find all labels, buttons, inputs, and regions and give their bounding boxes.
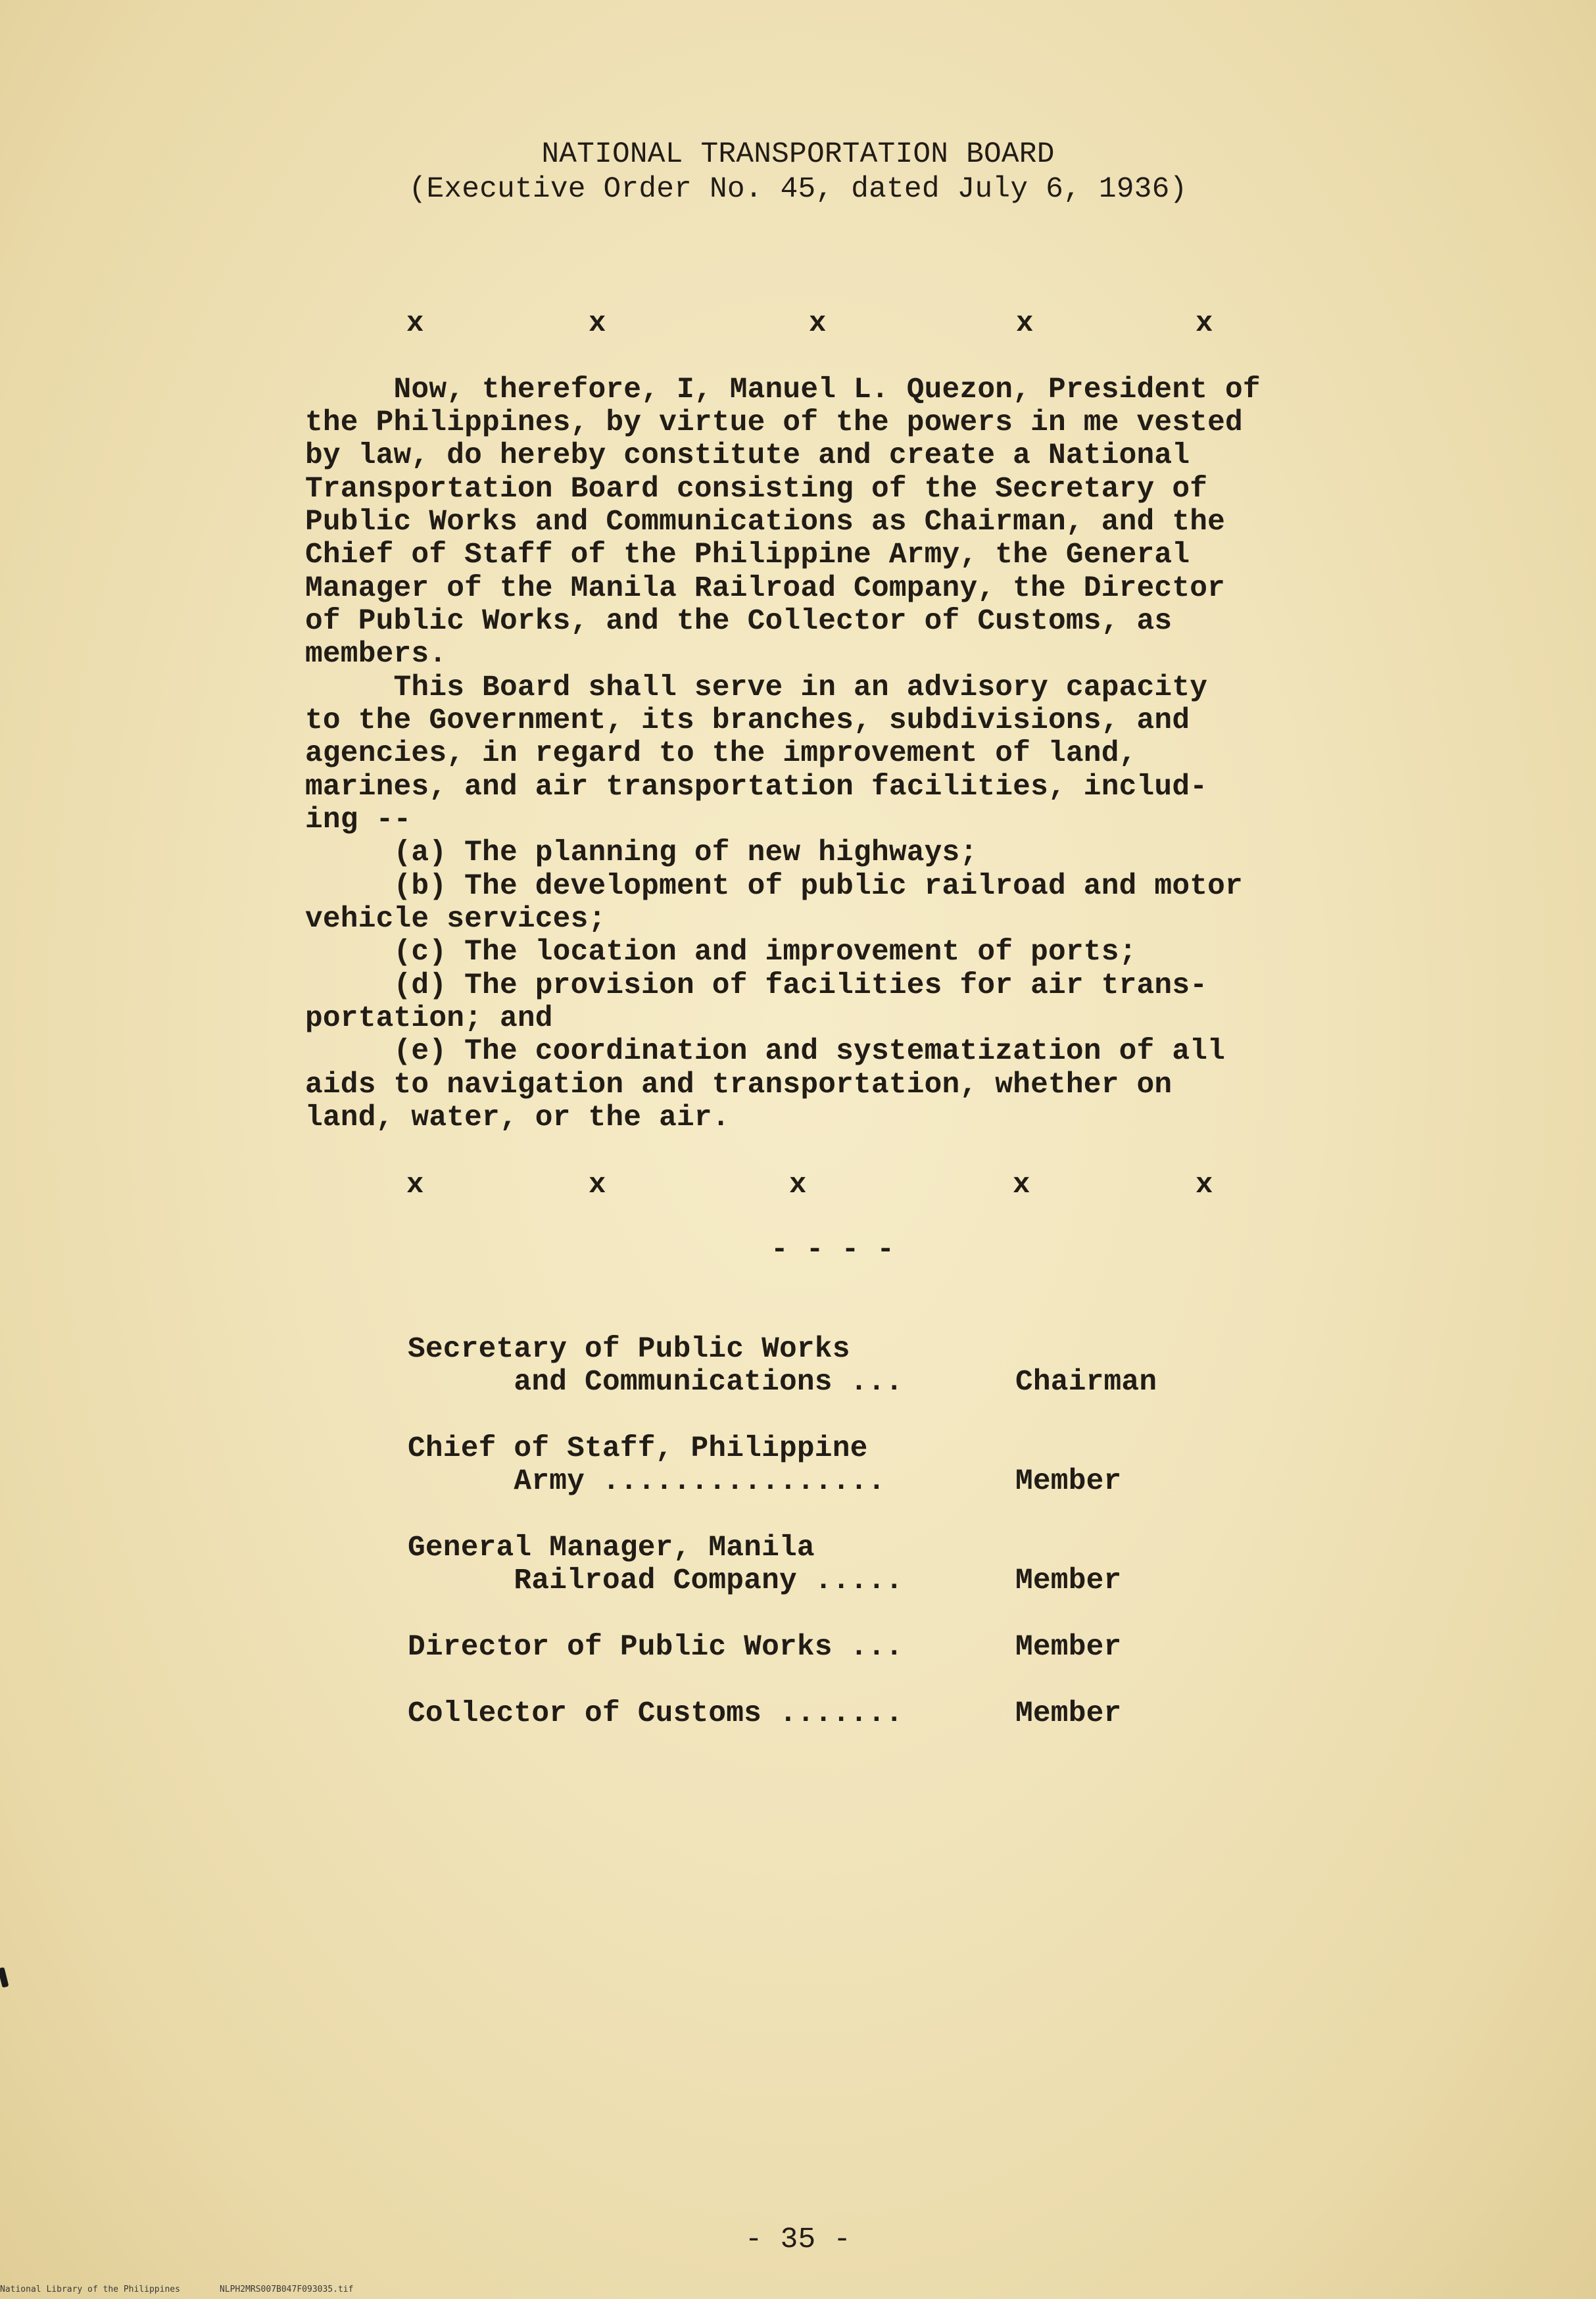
body-line: by law, do hereby constitute and create a National xyxy=(305,439,1190,472)
member-name: Director of Public Works ... xyxy=(408,1631,904,1664)
body-line: the Philippines, by virtue of the powers in me vested xyxy=(305,406,1243,439)
body-line: ing -- xyxy=(305,804,412,836)
separator-mark: x xyxy=(1016,307,1034,340)
separator-mark: x xyxy=(1196,1169,1213,1201)
body-line: Manager of the Manila Railroad Company, the Director xyxy=(305,572,1226,605)
body-line: land, water, or the air. xyxy=(305,1101,730,1134)
list-item-e: (e) The coordination and systematization of all xyxy=(305,1035,1226,1068)
dash-divider: - - - - xyxy=(771,1234,895,1267)
body-line: Transportation Board consisting of the Secretary of xyxy=(305,473,1208,506)
body-line: portation; and xyxy=(305,1002,553,1035)
body-line: of Public Works, and the Collector of Customs, as xyxy=(305,605,1173,638)
body-line: Public Works and Communications as Chairman, and the xyxy=(305,506,1226,539)
body-line: Chief of Staff of the Philippine Army, the General xyxy=(305,539,1190,571)
member-name-cont: Railroad Company ..... xyxy=(408,1564,904,1597)
separator-mark: x xyxy=(589,307,606,340)
list-item-a: (a) The planning of new highways; xyxy=(305,836,978,869)
member-name: Chief of Staff, Philippine xyxy=(408,1432,868,1465)
list-item-b: (b) The development of public railroad and motor xyxy=(305,870,1243,903)
document-title: NATIONAL TRANSPORTATION BOARD xyxy=(541,138,1055,171)
separator-mark: x xyxy=(789,1169,807,1201)
body-line: marines, and air transportation facilities, includ- xyxy=(305,771,1208,804)
body-line: aids to navigation and transportation, whether on xyxy=(305,1069,1173,1101)
member-name-cont: and Communications ... xyxy=(408,1366,904,1399)
separator-mark: x xyxy=(589,1169,606,1201)
member-designation: Member xyxy=(1015,1631,1122,1664)
member-name-cont: Army ................ xyxy=(408,1465,886,1498)
body-line: members. xyxy=(305,638,447,671)
body-line: agencies, in regard to the improvement of land, xyxy=(305,737,1137,770)
member-designation: Chairman xyxy=(1015,1366,1157,1399)
separator-mark: x xyxy=(1013,1169,1030,1201)
separator-mark: x xyxy=(406,307,424,340)
ink-mark xyxy=(0,1967,9,1988)
page-number: - 35 - xyxy=(744,2223,852,2256)
scan-footer xyxy=(0,2285,353,2294)
body-line: This Board shall serve in an advisory capacity xyxy=(305,671,1208,704)
member-designation: Member xyxy=(1015,1697,1122,1730)
member-name: Secretary of Public Works xyxy=(408,1333,850,1366)
footer-library: National Library of the Philippines xyxy=(0,2285,180,2294)
separator-mark: x xyxy=(406,1169,424,1201)
footer-file: NLPH2MRS007B047F093035.tif xyxy=(219,2285,354,2294)
body-line: Now, therefore, I, Manuel L. Quezon, President of xyxy=(305,374,1261,406)
separator-mark: x xyxy=(1196,307,1213,340)
separator-mark: x xyxy=(809,307,827,340)
member-name: General Manager, Manila xyxy=(408,1532,815,1564)
member-designation: Member xyxy=(1015,1564,1122,1597)
document-subtitle: (Executive Order No. 45, dated July 6, 1936) xyxy=(408,173,1188,206)
body-line: vehicle services; xyxy=(305,903,606,936)
member-name: Collector of Customs ....... xyxy=(408,1697,904,1730)
list-item-c: (c) The location and improvement of ports; xyxy=(305,936,1137,969)
body-line: to the Government, its branches, subdivisions, and xyxy=(305,704,1190,737)
member-designation: Member xyxy=(1015,1465,1122,1498)
list-item-d: (d) The provision of facilities for air trans- xyxy=(305,969,1208,1002)
